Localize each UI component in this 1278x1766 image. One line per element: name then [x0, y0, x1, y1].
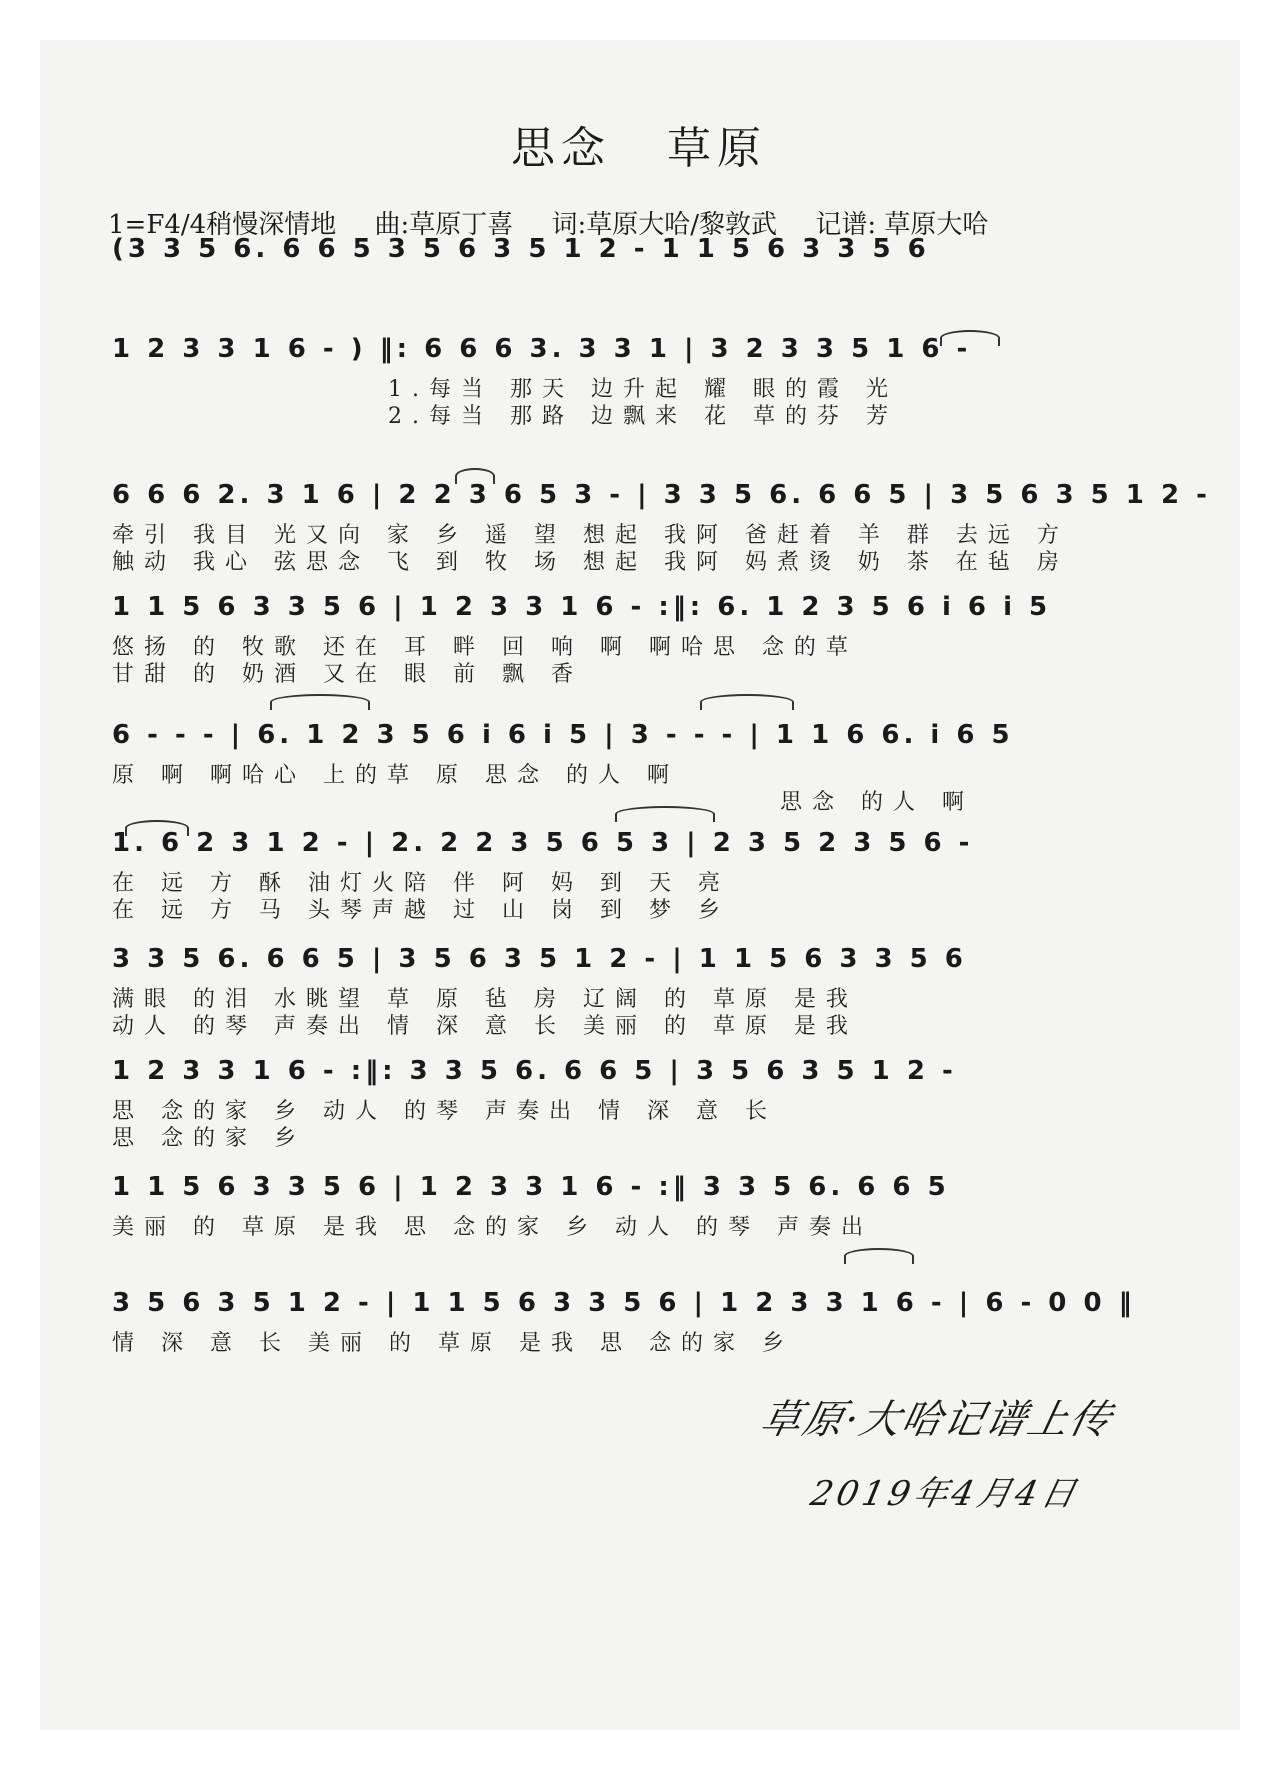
staff-row	[112, 1160, 1198, 1241]
title-part-2: 草原	[667, 123, 767, 174]
lyric-line: 思 念的家 乡 动人 的琴 声奏出 情 深 意 长	[112, 1099, 777, 1124]
lyric-line: 思 念的家 乡	[112, 1126, 306, 1151]
notation-line: 6 - - - | 6. 1 2 3 5 6 i 6 i 5 | 3 - - - | 1 1 6 6. i 6 5	[112, 720, 1014, 750]
handwritten-date: 2019年4月4日	[807, 1474, 1084, 1514]
lyric-line: 动人 的琴 声奏出 情 深 意 长 美丽 的 草原 是我	[112, 1014, 858, 1039]
staff-row	[112, 468, 1211, 576]
lyric-line: 1.每当 那天 边升起 耀 眼的霞 光	[388, 377, 898, 402]
slur-mark	[125, 820, 189, 836]
lyric-line: 牵引 我目 光又向 家 乡 遥 望 想起 我阿 爸赶着 羊 群 去远 方	[112, 523, 1069, 548]
composer: 曲:草原丁喜	[374, 210, 514, 240]
lyricist: 词:草原大哈/黎敦武	[551, 210, 778, 240]
lyric-line: 甘甜 的 奶酒 又在 眼 前 飘 香	[112, 662, 583, 687]
staff-row	[112, 932, 1198, 1040]
lyric-line: 情 深 意 长 美丽 的 草原 是我 思 念的家 乡	[112, 1331, 794, 1356]
notation-line: (3 3 5 6. 6 6 5 3 5 6 3 5 1 2 - 1 1 5 6 3 3 5 6	[112, 234, 930, 264]
staff-row	[112, 708, 1198, 816]
notation-line: 1 1 5 6 3 3 5 6 | 1 2 3 3 1 6 - :‖ 3 3 5 6. 6 6 5	[112, 1172, 950, 1202]
transcriber: 记谱: 草原大哈	[815, 210, 989, 240]
lyric-line: 悠扬 的 牧歌 还在 耳 畔 回 响 啊 啊哈思 念的草	[112, 635, 858, 660]
staff-row	[112, 322, 1198, 430]
notation-line: 3 5 6 3 5 1 2 - | 1 1 5 6 3 3 5 6 | 1 2 3 3 1 6 - | 6 - 0 0 ‖	[112, 1288, 1136, 1318]
lyric-line: 满眼 的泪 水眺望 草 原 毡 房 辽阔 的 草原 是我	[112, 987, 858, 1012]
staff-row	[112, 222, 1198, 276]
notation-line: 1 1 5 6 3 3 5 6 | 1 2 3 3 1 6 - :‖: 6. 1 2 3 5 6 i 6 i 5	[112, 592, 1052, 622]
slur-mark	[615, 806, 715, 822]
staff-row	[112, 580, 1198, 688]
notation-line: 1 2 3 3 1 6 - :‖: 3 3 5 6. 6 6 5 | 3 5 6 3 5 1 2 -	[112, 1056, 957, 1086]
lyric-line: 在 远 方 酥 油灯火陪 伴 阿 妈 到 天 亮	[112, 871, 730, 896]
handwritten-signature: 草原·大哈记谱上传	[756, 1397, 1117, 1443]
page-title	[0, 112, 1278, 176]
staff-row	[112, 1044, 1198, 1152]
staff-row	[112, 816, 1198, 924]
staff-row	[112, 1276, 1198, 1357]
notation-line: 3 3 5 6. 6 6 5 | 3 5 6 3 5 1 2 - | 1 1 5 6 3 3 5 6	[112, 944, 967, 974]
lyric-line: 美丽 的 草原 是我 思 念的家 乡 动人 的琴 声奏出	[112, 1215, 873, 1240]
title-part-1: 思念	[511, 123, 611, 174]
slur-mark	[844, 1248, 914, 1264]
slur-mark	[940, 330, 1000, 346]
key-signature: 1=F4/4稍慢深情地	[108, 210, 337, 240]
notation-line: 6 6 6 2. 3 1 6 | 2 2 3 6 5 3 - | 3 3 5 6. 6 6 5 | 3 5 6 3 5 1 2 -	[112, 480, 1211, 510]
lyric-line: 在 远 方 马 头琴声越 过 山 岗 到 梦 乡	[112, 898, 730, 923]
notation-line: 1. 6 2 3 1 2 - | 2. 2 2 3 5 6 5 3 | 2 3 5 2 3 5 6 -	[112, 828, 974, 858]
slur-mark	[700, 694, 794, 710]
slur-mark	[270, 694, 370, 710]
lyric-line: 2.每当 那路 边飘来 花 草的芬 芳	[388, 404, 898, 429]
lyric-line: 原 啊 啊哈心 上的草 原 思念 的人 啊	[112, 763, 679, 788]
notation-line: 1 2 3 3 1 6 - ) ‖: 6 6 6 3. 3 3 1 | 3 2 3 3 5 1 6 -	[112, 334, 972, 364]
slur-mark	[455, 468, 495, 484]
lyric-line: 触动 我心 弦思念 飞 到 牧 场 想起 我阿 妈煮烫 奶 茶 在毡 房	[112, 550, 1069, 575]
lyric-line: 思念 的人 啊	[780, 790, 974, 815]
